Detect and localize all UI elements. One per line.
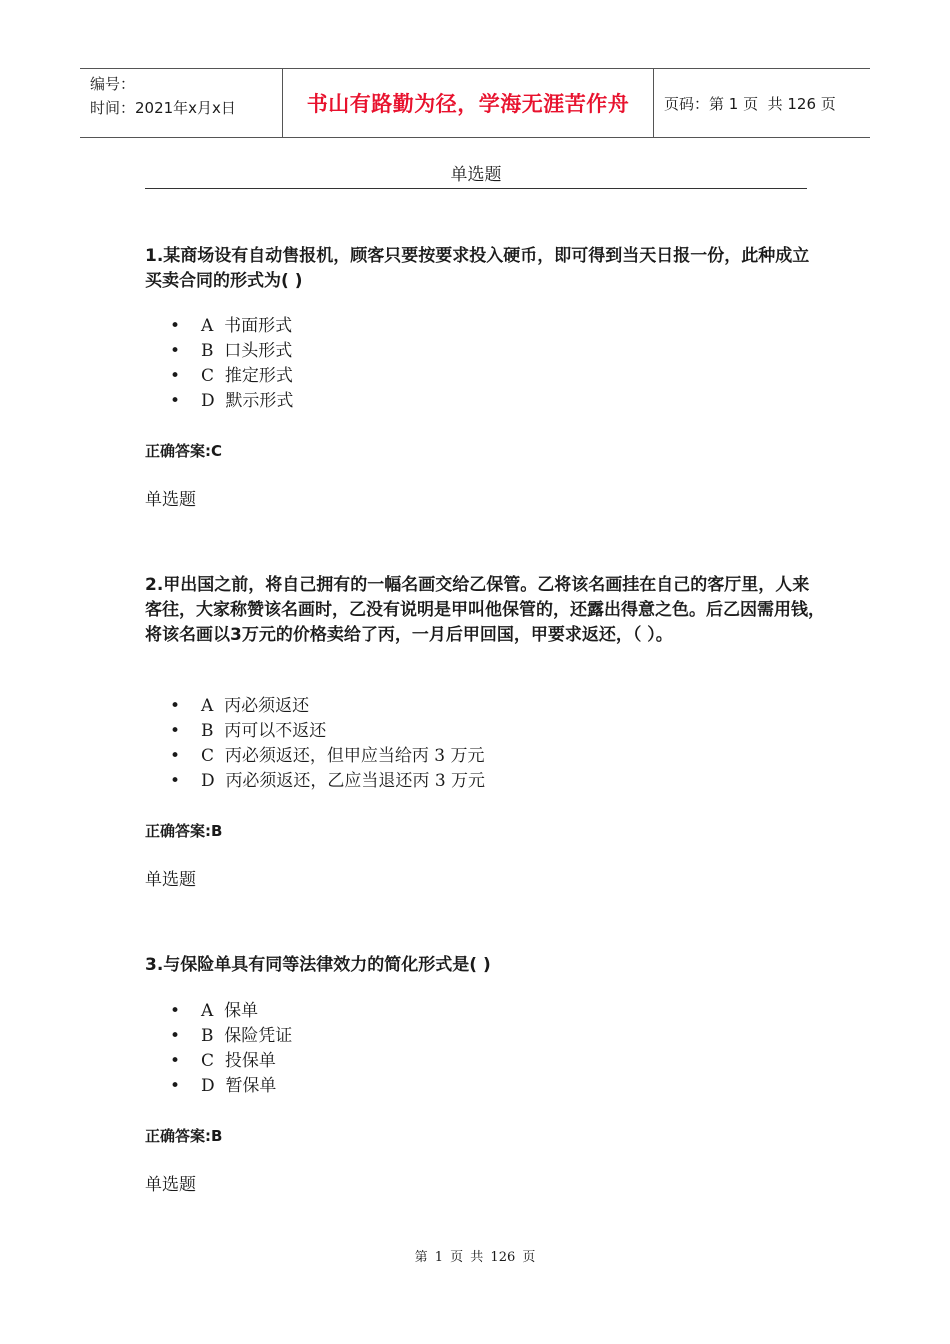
option-list (170, 999, 292, 1099)
correct-answer: 正确答案:C (145, 442, 223, 460)
time-label: 时间：2021年x月x日 (90, 99, 236, 117)
number-label: 编号： (90, 75, 136, 93)
page-header (80, 68, 870, 138)
question-type-heading: 单选题 (145, 160, 807, 189)
option-item: • D 默示形式 (170, 389, 293, 414)
correct-answer: 正确答案:B (145, 1127, 223, 1145)
question-type-heading: 单选题 (145, 870, 196, 890)
option-item: • C 推定形式 (170, 364, 293, 389)
option-list (170, 694, 485, 794)
motto: 书山有路勤为径，学海无涯苦作舟 (306, 92, 630, 116)
option-list (170, 314, 293, 414)
correct-answer: 正确答案:B (145, 822, 223, 840)
question-type-heading: 单选题 (145, 1175, 196, 1195)
option-item: • A 丙必须返还 (170, 694, 485, 719)
option-item: • B 丙可以不返还 (170, 719, 485, 744)
option-item: • D 暂保单 (170, 1074, 292, 1099)
option-item: • B 口头形式 (170, 339, 293, 364)
option-item: • B 保险凭证 (170, 1024, 292, 1049)
option-item: • A 书面形式 (170, 314, 293, 339)
header-motto-cell (282, 69, 654, 137)
question-text: 1.某商场设有自动售报机，顾客只要按要求投入硬币，即可得到当天日报一份，此种成立买卖合同的形式为( ) (145, 246, 810, 291)
option-item: • A 保单 (170, 999, 292, 1024)
page-footer: 第 1 页 共 126 页 (414, 1250, 536, 1265)
option-item: • C 丙必须返还，但甲应当给丙 3 万元 (170, 744, 485, 769)
page-label: 页码：第 1 页 共 126 页 (664, 94, 836, 113)
question-type-heading: 单选题 (145, 490, 196, 510)
option-item: • C 投保单 (170, 1049, 292, 1074)
header-meta (80, 69, 282, 137)
header-page-cell (654, 69, 870, 137)
question-text: 3.与保险单具有同等法律效力的简化形式是( ) (145, 955, 491, 975)
option-item: • D 丙必须返还，乙应当退还丙 3 万元 (170, 769, 485, 794)
question-text: 2.甲出国之前，将自己拥有的一幅名画交给乙保管。乙将该名画挂在自己的客厅里，人来客往，大家称赞该名画时，乙没有说明是甲叫他保管的，还露出得意之色。后乙因需用钱，将该名画以3万元的价格卖给了丙，一月后甲回国，甲要求返还，（ ）。 (145, 575, 825, 645)
